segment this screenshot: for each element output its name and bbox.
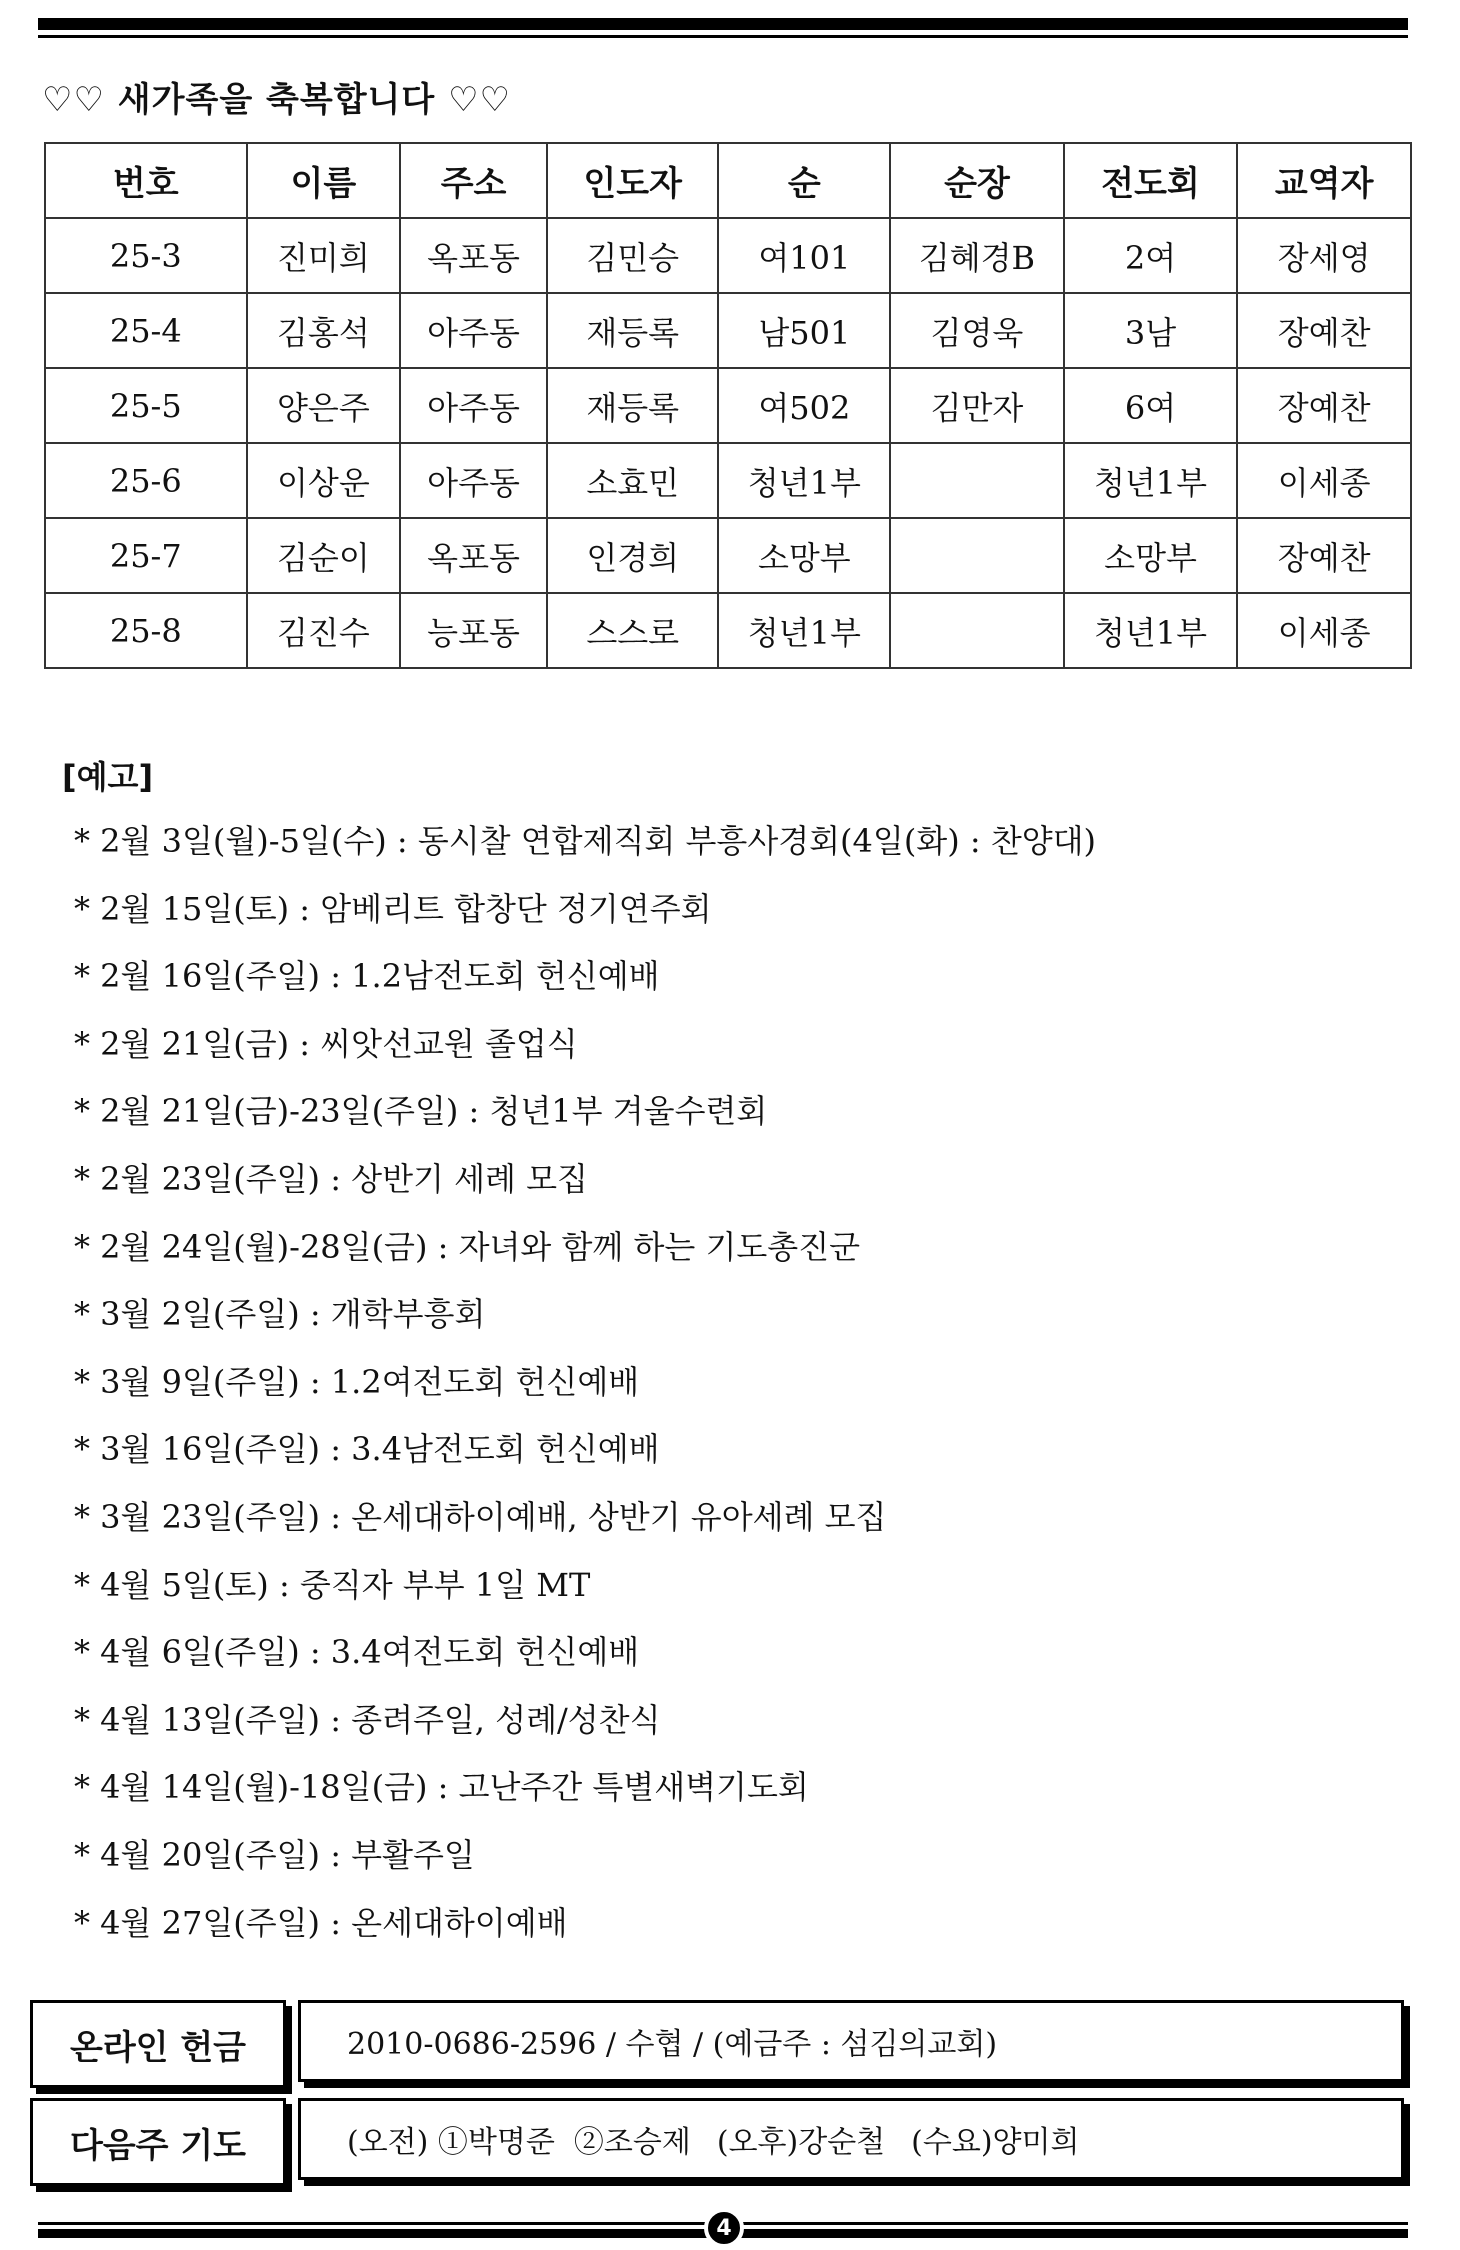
list-item: * 2월 21일(금)-23일(주일) : 청년1부 겨울수련회 bbox=[74, 1092, 768, 1131]
table-cell: 옥포동 bbox=[400, 218, 547, 293]
table-cell: 남501 bbox=[718, 293, 890, 368]
notice-title: [예고] bbox=[62, 758, 154, 796]
next-week-prayer-label: 다음주 기도 bbox=[30, 2098, 286, 2186]
list-item: * 4월 14일(월)-18일(금) : 고난주간 특별새벽기도회 bbox=[74, 1768, 809, 1807]
table-cell: 아주동 bbox=[400, 293, 547, 368]
prayer-wednesday: (수요)양미희 bbox=[911, 2125, 1080, 2160]
page-number: 4 bbox=[704, 2208, 744, 2248]
list-item: * 2월 3일(월)-5일(수) : 동시찰 연합제직회 부흥사경회(4일(화) : 찬양대) bbox=[74, 822, 1097, 860]
table-row bbox=[45, 293, 1411, 368]
list-item: * 2월 21일(금) : 씨앗선교원 졸업식 bbox=[74, 1024, 578, 1063]
table-cell: 진미희 bbox=[247, 218, 401, 293]
list-item: * 3월 16일(주일) : 3.4남전도회 헌신예배 bbox=[74, 1430, 660, 1469]
table-cell: 장예찬 bbox=[1237, 518, 1411, 593]
column-header: 전도회 bbox=[1064, 143, 1238, 218]
table-cell: 여101 bbox=[718, 218, 890, 293]
list-item: * 2월 24일(월)-28일(금) : 자녀와 함께 하는 기도총진군 bbox=[74, 1227, 861, 1266]
table-cell: 인경희 bbox=[547, 518, 719, 593]
table-cell: 25-5 bbox=[45, 368, 247, 443]
table-cell: 이세종 bbox=[1237, 593, 1411, 668]
list-item: * 4월 20일(주일) : 부활주일 bbox=[74, 1835, 475, 1874]
table-row bbox=[45, 593, 1411, 668]
table-cell: 장예찬 bbox=[1237, 368, 1411, 443]
next-week-prayer-names bbox=[298, 2098, 1404, 2180]
table-cell: 소효민 bbox=[547, 443, 719, 518]
list-item: * 3월 23일(주일) : 온세대하이예배, 상반기 유아세례 모집 bbox=[74, 1497, 887, 1536]
next-week-prayer-row bbox=[30, 2098, 1412, 2186]
table-cell: 25-4 bbox=[45, 293, 247, 368]
prayer-afternoon: (오후)강순철 bbox=[716, 2125, 886, 2160]
online-offering-row bbox=[30, 2000, 1412, 2088]
list-item: * 2월 15일(토) : 암베리트 합창단 정기연주회 bbox=[74, 889, 712, 928]
prayer-morning: (오전) ①박명준 ②조승제 bbox=[347, 2125, 691, 2160]
list-item: * 3월 9일(주일) : 1.2여전도회 헌신예배 bbox=[74, 1362, 640, 1401]
table-cell: 25-7 bbox=[45, 518, 247, 593]
table-cell: 능포동 bbox=[400, 593, 547, 668]
online-offering-account: 2010-0686-2596 / 수협 / (예금주 : 섬김의교회) bbox=[298, 2000, 1404, 2082]
table-cell: 스스로 bbox=[547, 593, 719, 668]
table-cell: 김민승 bbox=[547, 218, 719, 293]
column-header: 인도자 bbox=[547, 143, 719, 218]
list-item: * 4월 27일(주일) : 온세대하이예배 bbox=[74, 1903, 568, 1942]
table-cell: 여502 bbox=[718, 368, 890, 443]
table-cell: 장세영 bbox=[1237, 218, 1411, 293]
table-cell: 재등록 bbox=[547, 368, 719, 443]
column-header: 순장 bbox=[890, 143, 1064, 218]
table-cell: 소망부 bbox=[1064, 518, 1238, 593]
table-row bbox=[45, 518, 1411, 593]
table-cell: 이세종 bbox=[1237, 443, 1411, 518]
table-cell: 옥포동 bbox=[400, 518, 547, 593]
table-cell: 재등록 bbox=[547, 293, 719, 368]
table-cell: 김영욱 bbox=[890, 293, 1064, 368]
list-item: * 4월 6일(주일) : 3.4여전도회 헌신예배 bbox=[74, 1633, 640, 1672]
table-cell: 김홍석 bbox=[247, 293, 401, 368]
top-rule bbox=[38, 18, 1408, 38]
new-family-table bbox=[44, 142, 1412, 669]
table-cell: 25-8 bbox=[45, 593, 247, 668]
table-cell bbox=[890, 518, 1064, 593]
table-cell bbox=[890, 443, 1064, 518]
list-item: * 3월 2일(주일) : 개학부흥회 bbox=[74, 1295, 486, 1334]
online-offering-label: 온라인 헌금 bbox=[30, 2000, 286, 2088]
table-cell: 3남 bbox=[1064, 293, 1238, 368]
column-header: 이름 bbox=[247, 143, 401, 218]
table-cell: 이상운 bbox=[247, 443, 401, 518]
table-cell: 청년1부 bbox=[718, 593, 890, 668]
column-header: 교역자 bbox=[1237, 143, 1411, 218]
table-row bbox=[45, 443, 1411, 518]
table-header-row bbox=[45, 143, 1411, 218]
table-cell: 아주동 bbox=[400, 368, 547, 443]
table-cell: 김만자 bbox=[890, 368, 1064, 443]
list-item: * 2월 16일(주일) : 1.2남전도회 헌신예배 bbox=[74, 957, 660, 996]
table-cell: 청년1부 bbox=[718, 443, 890, 518]
table-row bbox=[45, 368, 1411, 443]
list-item: * 4월 5일(토) : 중직자 부부 1일 MT bbox=[74, 1565, 591, 1604]
list-item: * 2월 23일(주일) : 상반기 세례 모집 bbox=[74, 1159, 588, 1198]
table-cell: 김혜경B bbox=[890, 218, 1064, 293]
table-cell bbox=[890, 593, 1064, 668]
table-cell: 청년1부 bbox=[1064, 443, 1238, 518]
table-cell: 김진수 bbox=[247, 593, 401, 668]
table-cell: 아주동 bbox=[400, 443, 547, 518]
column-header: 번호 bbox=[45, 143, 247, 218]
table-cell: 김순이 bbox=[247, 518, 401, 593]
table-cell: 2여 bbox=[1064, 218, 1238, 293]
table-cell: 소망부 bbox=[718, 518, 890, 593]
table-cell: 청년1부 bbox=[1064, 593, 1238, 668]
notice-list bbox=[74, 808, 1096, 1957]
table-cell: 25-6 bbox=[45, 443, 247, 518]
table-cell: 장예찬 bbox=[1237, 293, 1411, 368]
table-cell: 6여 bbox=[1064, 368, 1238, 443]
list-item: * 4월 13일(주일) : 종려주일, 성례/성찬식 bbox=[74, 1700, 661, 1739]
table-cell: 양은주 bbox=[247, 368, 401, 443]
column-header: 순 bbox=[718, 143, 890, 218]
table-cell: 25-3 bbox=[45, 218, 247, 293]
table-row bbox=[45, 218, 1411, 293]
new-family-heading: ♡♡ 새가족을 축복합니다 ♡♡ bbox=[42, 80, 512, 120]
column-header: 주소 bbox=[400, 143, 547, 218]
